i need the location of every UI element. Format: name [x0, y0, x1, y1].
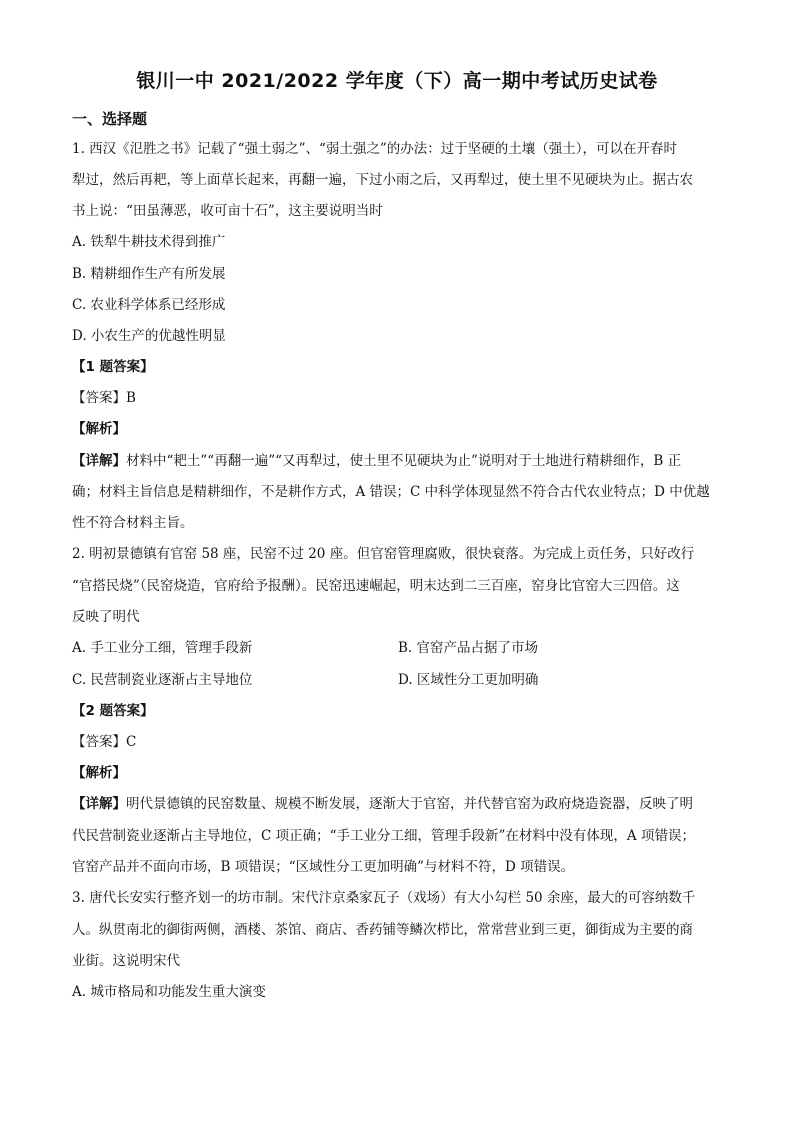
q1-detail-line — [72, 451, 681, 471]
q3-stem-line: 人。纵贯南北的御街两侧，酒楼、茶馆、商店、香药铺等鳞次栉比，常常营业到三更，御街成为主要的商 — [72, 922, 693, 938]
q1-analysis-label: 【解析】 — [72, 421, 126, 437]
q2-detail-line — [72, 794, 693, 814]
q1-answer-header: 【1 题答案】 — [72, 359, 154, 375]
q1-option-a: A. 铁犁牛耕技术得到推广 — [72, 234, 226, 250]
q1-option-c: C. 农业科学体系已经形成 — [72, 297, 226, 313]
q1-detail-text: 材料中“耙土”“再翻一遍”“又再犁过，使土里不见硬块为止”说明对于土地进行精耕细作，B 正 — [126, 453, 682, 469]
q3-option-a: A. 城市格局和功能发生重大演变 — [72, 984, 266, 1000]
q2-detail-text: 明代景德镇的民窑数量、规模不断发展，逐渐大于官窑，并代替官窑为政府烧造瓷器，反映了明 — [126, 796, 693, 812]
q1-detail-line: 确；材料主旨信息是精耕细作，不是耕作方式，A 错误；C 中科学体现显然不符合古代农业特点；D 中优越 — [72, 484, 710, 500]
q2-option-a: A. 手工业分工细，管理手段新 — [72, 640, 253, 656]
q2-stem-line: “官搭民烧”（民窑烧造，官府给予报酬）。民窑迅速崛起，明末达到二三百座，窑身比官窑大三四倍。这 — [72, 578, 680, 594]
q3-stem-line: 3. 唐代长安实行整齐划一的坊市制。宋代汴京桑家瓦子（戏场）有大小勾栏 50 余座，最大的可容纳数千 — [72, 890, 696, 906]
q2-stem-line: 2. 明初景德镇有官窑 58 座，民窑不过 20 座。但官窑管理腐败，很快衰落。为完成上贡任务，只好改行 — [72, 546, 695, 562]
q2-option-b: B. 官窑产品占据了市场 — [398, 640, 539, 656]
q2-detail-line: 代民营制瓷业逐渐占主导地位，C 项正确；“手工业分工细，管理手段新”在材料中没有体现，A 项错误； — [72, 828, 695, 844]
q1-detail-label: 【详解】 — [72, 453, 126, 469]
q2-detail-line: 官窑产品并不面向市场，B 项错误；“区域性分工更加明确”与材料不符，D 项错误。 — [72, 859, 575, 875]
q2-stem-line: 反映了明代 — [72, 609, 140, 625]
q2-option-d: D. 区域性分工更加明确 — [398, 672, 539, 688]
q1-answer: 【答案】B — [72, 390, 136, 406]
q2-option-c: C. 民营制瓷业逐渐占主导地位 — [72, 672, 253, 688]
q1-detail-line: 性不符合材料主旨。 — [72, 515, 194, 531]
q3-stem-line: 业街。这说明宋代 — [72, 953, 180, 969]
section-heading: 一、选择题 — [72, 110, 148, 128]
q1-stem-line: 犁过，然后再耙，等上面草长起来，再翻一遍，下过小雨之后，又再犁过，使土里不见硬块为止。据古农 — [72, 172, 693, 188]
q2-answer: 【答案】C — [72, 734, 137, 750]
q1-stem-line: 书上说：“田虽薄恶，收可亩十石”，这主要说明当时 — [72, 203, 383, 219]
q1-option-d: D. 小农生产的优越性明显 — [72, 328, 226, 344]
q2-answer-header: 【2 题答案】 — [72, 703, 154, 719]
q1-option-b: B. 精耕细作生产有所发展 — [72, 266, 226, 282]
q2-analysis-label: 【解析】 — [72, 765, 126, 781]
q2-detail-label: 【详解】 — [72, 796, 126, 812]
q1-stem-line: 1. 西汉《氾胜之书》记载了“强土弱之”、“弱土强之”的办法：过于坚硬的土壤（强土），可以在开春时 — [72, 141, 678, 157]
document-title: 银川一中 2021/2022 学年度（下）高一期中考试历史试卷 — [136, 70, 658, 92]
